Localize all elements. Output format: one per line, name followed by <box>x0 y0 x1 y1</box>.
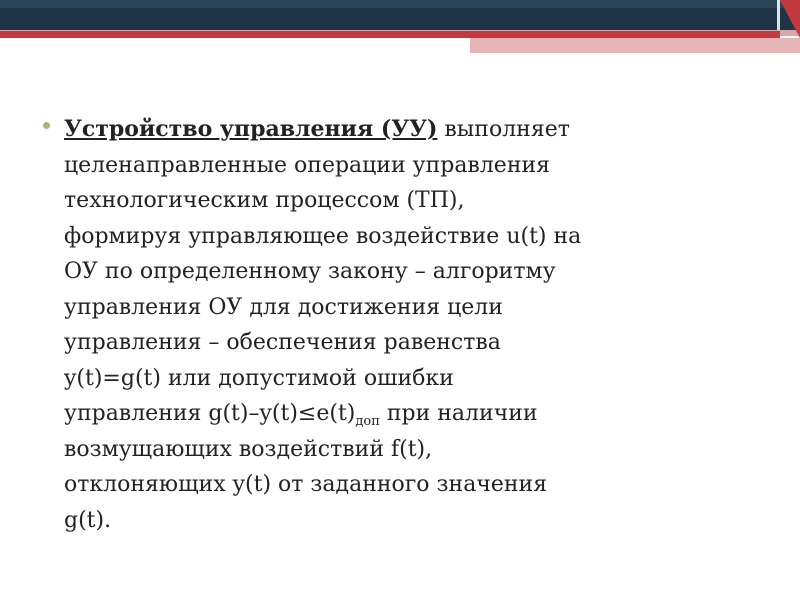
text-line-7: управления – обеспечения равенства <box>64 330 501 355</box>
bullet-paragraph <box>64 112 760 538</box>
subscript-dop: доп <box>355 414 380 429</box>
text-line-12: g(t). <box>64 507 112 533</box>
text-line-1 <box>64 112 760 148</box>
text-line-10: возмущающих воздействий f(t), <box>64 436 433 462</box>
text-line-9-main: управления g(t)–y(t)≤e(t) <box>64 401 356 426</box>
bullet-dot-icon <box>43 122 50 129</box>
text-line-3: технологическим процессом (ТП), <box>64 188 465 213</box>
text-line-8: y(t)=g(t) или допустимой ошибки <box>64 365 454 391</box>
header-pink-stripe-bottom <box>470 38 800 53</box>
text-line-9-rest: при наличии <box>379 401 538 426</box>
text-line-1-rest: выполняет <box>437 117 570 142</box>
text-line-4: формируя управляющее воздействие u(t) на <box>64 223 582 249</box>
text-line-5: ОУ по определенному закону – алгоритму <box>64 259 556 284</box>
defined-term: Устройство управления (УУ) <box>64 116 438 142</box>
slide-body <box>40 112 760 538</box>
header-navy-highlight <box>0 0 800 8</box>
header-decoration-band <box>0 0 800 55</box>
header-corner-accent <box>780 0 800 38</box>
header-red-stripe <box>0 31 780 38</box>
text-line-6: управления ОУ для достижения цели <box>64 294 503 320</box>
text-line-9 <box>64 396 760 432</box>
header-white-divider <box>777 0 780 30</box>
text-line-11: отклоняющих y(t) от заданного значения <box>64 472 548 497</box>
text-line-2: целенаправленные операции управления <box>64 152 551 178</box>
